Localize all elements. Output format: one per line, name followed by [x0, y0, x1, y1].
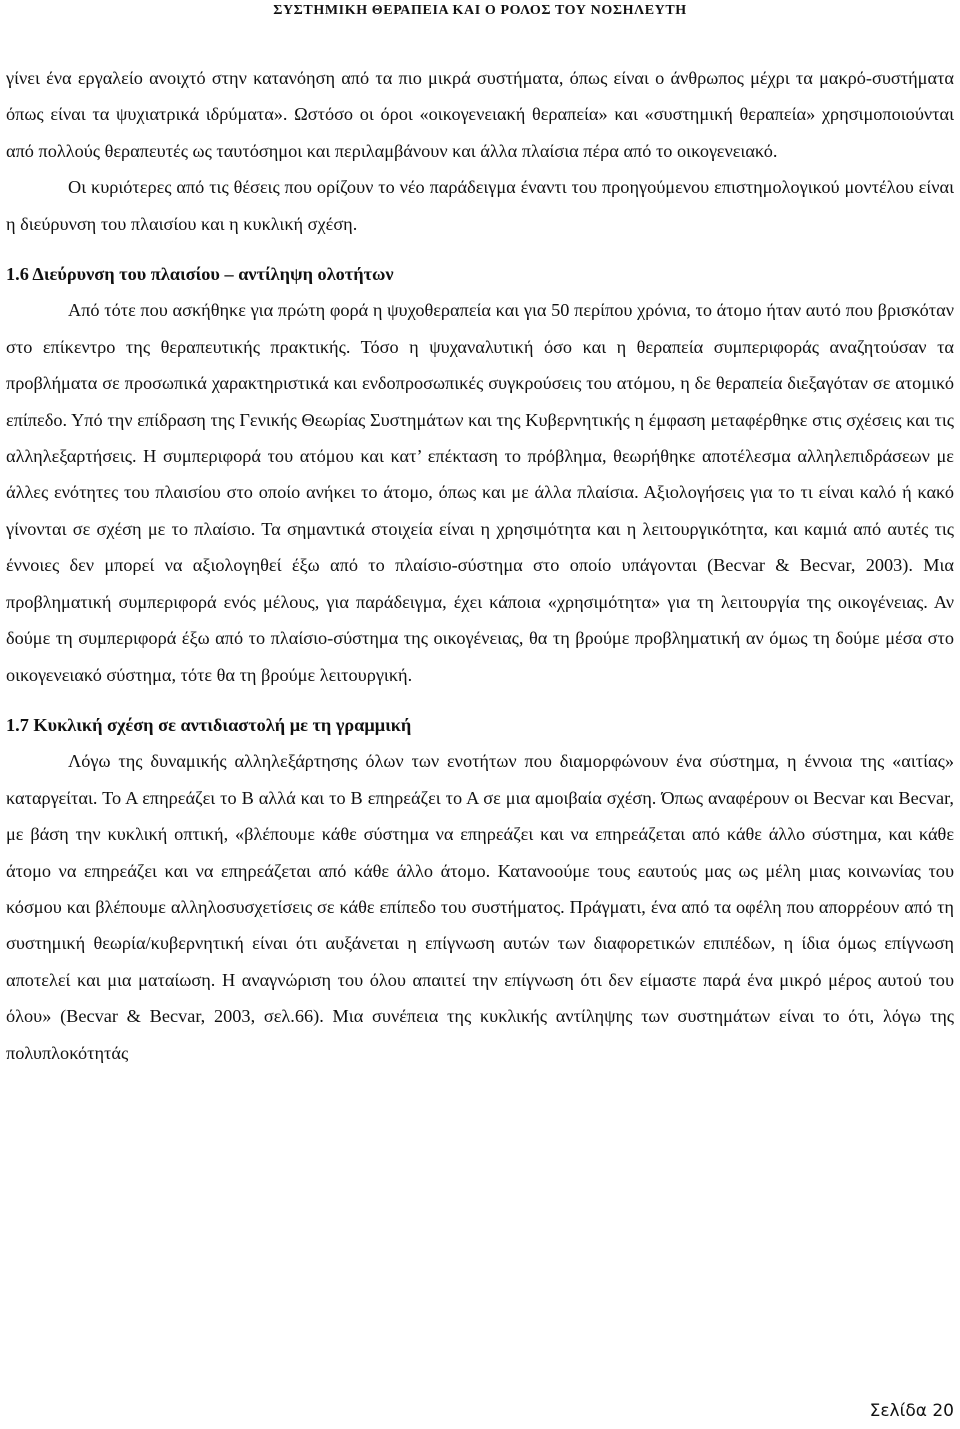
page-header: ΣΥΣΤΗΜΙΚΗ ΘΕΡΑΠΕΙΑ ΚΑΙ Ο ΡΟΛΟΣ ΤΟΥ ΝΟΣΗΛΕΥΤΗ	[273, 3, 687, 18]
page-number: Σελίδα 20	[869, 1401, 954, 1421]
section-paragraph-1-6: Από τότε που ασκήθηκε για πρώτη φορά η ψυχοθεραπεία και για 50 περίπου χρόνια, το άτομο ήταν αυτό που βρισκόταν στο επίκεντρο της θεραπευτικής πρακτικής. Τόσο η ψυχαναλυτική όσο και η θεραπεία συμπεριφοράς αναζητούσαν τα προβλήματα σε προσωπικά χαρακτηριστικά και ενδοπροσωπικές συγκρούσεις του ατόμου, η δε θεραπεία διεξαγόταν σε ατομικό επίπεδο. Υπό την επίδραση της Γενικής Θεωρίας Συστημάτων και της Κυβερνητικής η έμφαση μεταφέρθηκε στις σχέσεις και τις αλληλεξαρτήσεις. Η συμπεριφορά του ατόμου και κατ’ επέκταση το πρόβλημα, θεωρήθηκε αποτέλεσμα αλληλεπιδράσεων με άλλες ενότητες του πλαισίου στο οποίο ανήκει το άτομο, όπως και με άλλα πλαίσια. Αξιολογήσεις για το τι είναι καλό ή κακό γίνονται σε σχέση με το πλαίσιο. Τα σημαντικά στοιχεία είναι η χρησιμότητα και η λειτουργικότητα, και καμιά από αυτές τις έννοιες δεν μπορεί να αξιολογηθεί έξω από το πλαίσιο-σύστημα στο οποίο υπάγονται (Becvar & Becvar, 2003). Μια προβληματική συμπεριφορά ενός μέλους, για παράδειγμα, έχει κάποια «χρησιμότητα» για τη λειτουργία της οικογένειας. Αν δούμε τη συμπεριφορά έξω από το πλαίσιο-σύστημα της οικογένειας, θα τη βρούμε προβληματική αν όμως τη δούμε μέσα στο οικογενειακό σύστημα, τότε θα τη βρούμε λειτουργική.	[6, 300, 954, 685]
paragraph-continuation: γίνει ένα εργαλείο ανοιχτό στην κατανόηση από τα πιο μικρά συστήματα, όπως είναι ο άνθρωπος μέχρι τα μακρό-συστήματα όπως είναι τα ψυχιατρικά ιδρύματα». Ωστόσο οι όροι «οικογενειακή θεραπεία» και «συστημική θεραπεία» χρησιμοποιούνται από πολλούς θεραπευτές ως ταυτόσημοι και περιλαμβάνουν και άλλα πλαίσια πέρα από το οικογενειακό.	[6, 68, 954, 161]
paragraph-main-positions: Οι κυριότερες από τις θέσεις που ορίζουν το νέο παράδειγμα έναντι του προηγούμενου επιστημολογικού μοντέλου είναι η διεύρυνση του πλαισίου και η κυκλική σχέση.	[6, 177, 954, 234]
section-heading-1-6: 1.6 Διεύρυνση του πλαισίου – αντίληψη ολοτήτων	[6, 264, 394, 285]
document-body	[6, 60, 954, 1071]
section-paragraph-1-7: Λόγω της δυναμικής αλληλεξάρτησης όλων των ενοτήτων που διαμορφώνουν ένα σύστημα, η έννοια της «αιτίας» καταργείται. Το Α επηρεάζει το Β αλλά και το Β επηρεάζει το Α σε μια αμοιβαία σχέση. Όπως αναφέρουν οι Becvar και Becvar, με βάση την κυκλική οπτική, «βλέπουμε κάθε σύστημα να επηρεάζει και να επηρεάζεται από κάθε άλλο σύστημα, και κάθε άτομο να επηρεάζει και να επηρεάζεται από κάθε άλλο άτομο. Κατανοούμε τους εαυτούς μας ως μέλη μιας κοινωνίας του κόσμου και βλέπουμε αλληλοσυσχετίσεις σε κάθε επίπεδο του συστήματος. Πράγματι, ένα από τα οφέλη που απορρέουν από τη συστημική θεωρία/κυβερνητική είναι ότι αυξάνεται η επίγνωση αυτών των διαφορετικών επιπέδων, η ίδια όμως επίγνωση αποτελεί και μια ματαίωση. Η αναγνώριση του όλου απαιτεί την επίγνωση ότι δεν είμαστε παρά ένα μικρό μέρος αυτού του όλου» (Becvar & Becvar, 2003, σελ.66). Μια συνέπεια της κυκλικής αντίληψης των συστημάτων είναι το ότι, λόγω της πολυπλοκότητάς	[6, 751, 954, 1063]
section-heading-1-7: 1.7 Κυκλική σχέση σε αντιδιαστολή με τη γραμμική	[6, 714, 412, 735]
